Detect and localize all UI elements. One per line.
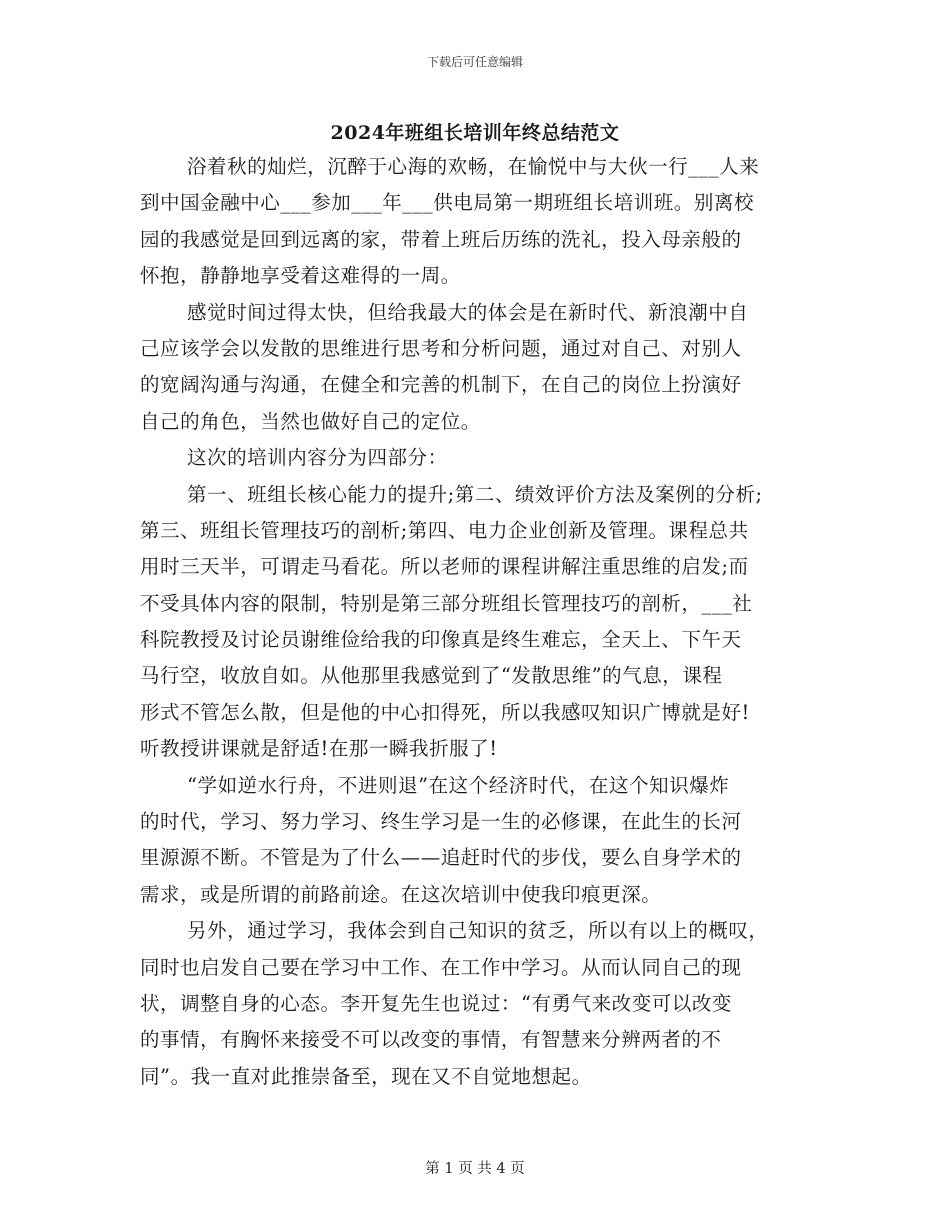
paragraph-line: 感觉时间过得太快，但给我最大的体会是在新时代、新浪潮中自 [187,300,749,324]
paragraph-line: 状，调整自身的心态。李开复先生也说过：“有勇气来改变可以改变 [140,991,732,1015]
paragraph-line: 己应该学会以发散的思维进行思考和分析问题，通过对自己、对别人 [140,336,742,360]
paragraph-line: 园的我感觉是回到远离的家，带着上班后历练的洗礼，投入母亲般的 [140,227,742,251]
document-title: 2024年班组长培训年终总结范文 [330,122,620,144]
paragraph-line: 同时也启发自己要在学习中工作、在工作中学习。从而认同自己的现 [140,955,742,979]
paragraph-line: 科院教授及讨论员谢维俭给我的印像真是终生难忘，全天上、下午天 [140,628,742,652]
paragraph-line: 第三、班组长管理技巧的剖析;第四、电力企业创新及管理。课程总共 [140,518,749,542]
paragraph-line: 到中国金融中心___参加___年___供电局第一期班组长培训班。别离校 [140,191,754,215]
paragraph-line: 的宽阔沟通与沟通，在健全和完善的机制下，在自己的岗位上扮演好 [140,373,742,397]
paragraph-line: 马行空，收放自如。从他那里我感觉到了“发散思维”的气息，课程 [140,664,723,688]
paragraph-line: 的时代，学习、努力学习、终生学习是一生的必修课，在此生的长河 [140,810,742,834]
paragraph-line: 自己的角色，当然也做好自己的定位。 [140,409,481,433]
paragraph-line: 形式不管怎么散，但是他的中心扣得死，所以我感叹知识广博就是好! [140,700,750,724]
paragraph-line: “学如逆水行舟，不进则退”在这个经济时代，在这个知识爆炸 [187,773,730,797]
paragraph-line: 怀抱，静静地享受着这难得的一周。 [140,264,461,288]
page-number-footer: 第 1 页 共 4 页 [425,1161,525,1177]
paragraph-line: 需求，或是所谓的前路前途。在这次培训中使我印痕更深。 [140,882,662,906]
paragraph-line: 里源源不断。不管是为了什么——追赶时代的步伐，要么自身学术的 [140,846,742,870]
paragraph-line: 另外，通过学习，我体会到自己知识的贫乏，所以有以上的概叹， [187,919,769,943]
paragraph-line: 浴着秋的灿烂，沉醉于心海的欢畅，在愉悦中与大伙一行___人来 [187,155,760,178]
paragraph-line: 听教授讲课就是舒适!在那一瞬我折服了! [140,737,498,761]
document-body [140,149,820,1095]
paragraph-line: 用时三天半，可谓走马看花。所以老师的课程讲解注重思维的启发;而 [140,555,749,579]
paragraph-line: 的事情，有胸怀来接受不可以改变的事情，有智慧来分辨两者的不 [140,1028,722,1052]
header-note: 下载后可任意编辑 [426,55,523,69]
paragraph-line: 同”。我一直对此推崇备至，现在又不自觉地想起。 [140,1064,592,1088]
paragraph-line: 不受具体内容的限制，特别是第三部分班组长管理技巧的剖析，___社 [140,591,753,615]
paragraph-line: 第一、班组长核心能力的提升;第二、绩效评价方法及案例的分析; [187,482,763,506]
paragraph-line: 这次的培训内容分为四部分： [187,446,448,470]
